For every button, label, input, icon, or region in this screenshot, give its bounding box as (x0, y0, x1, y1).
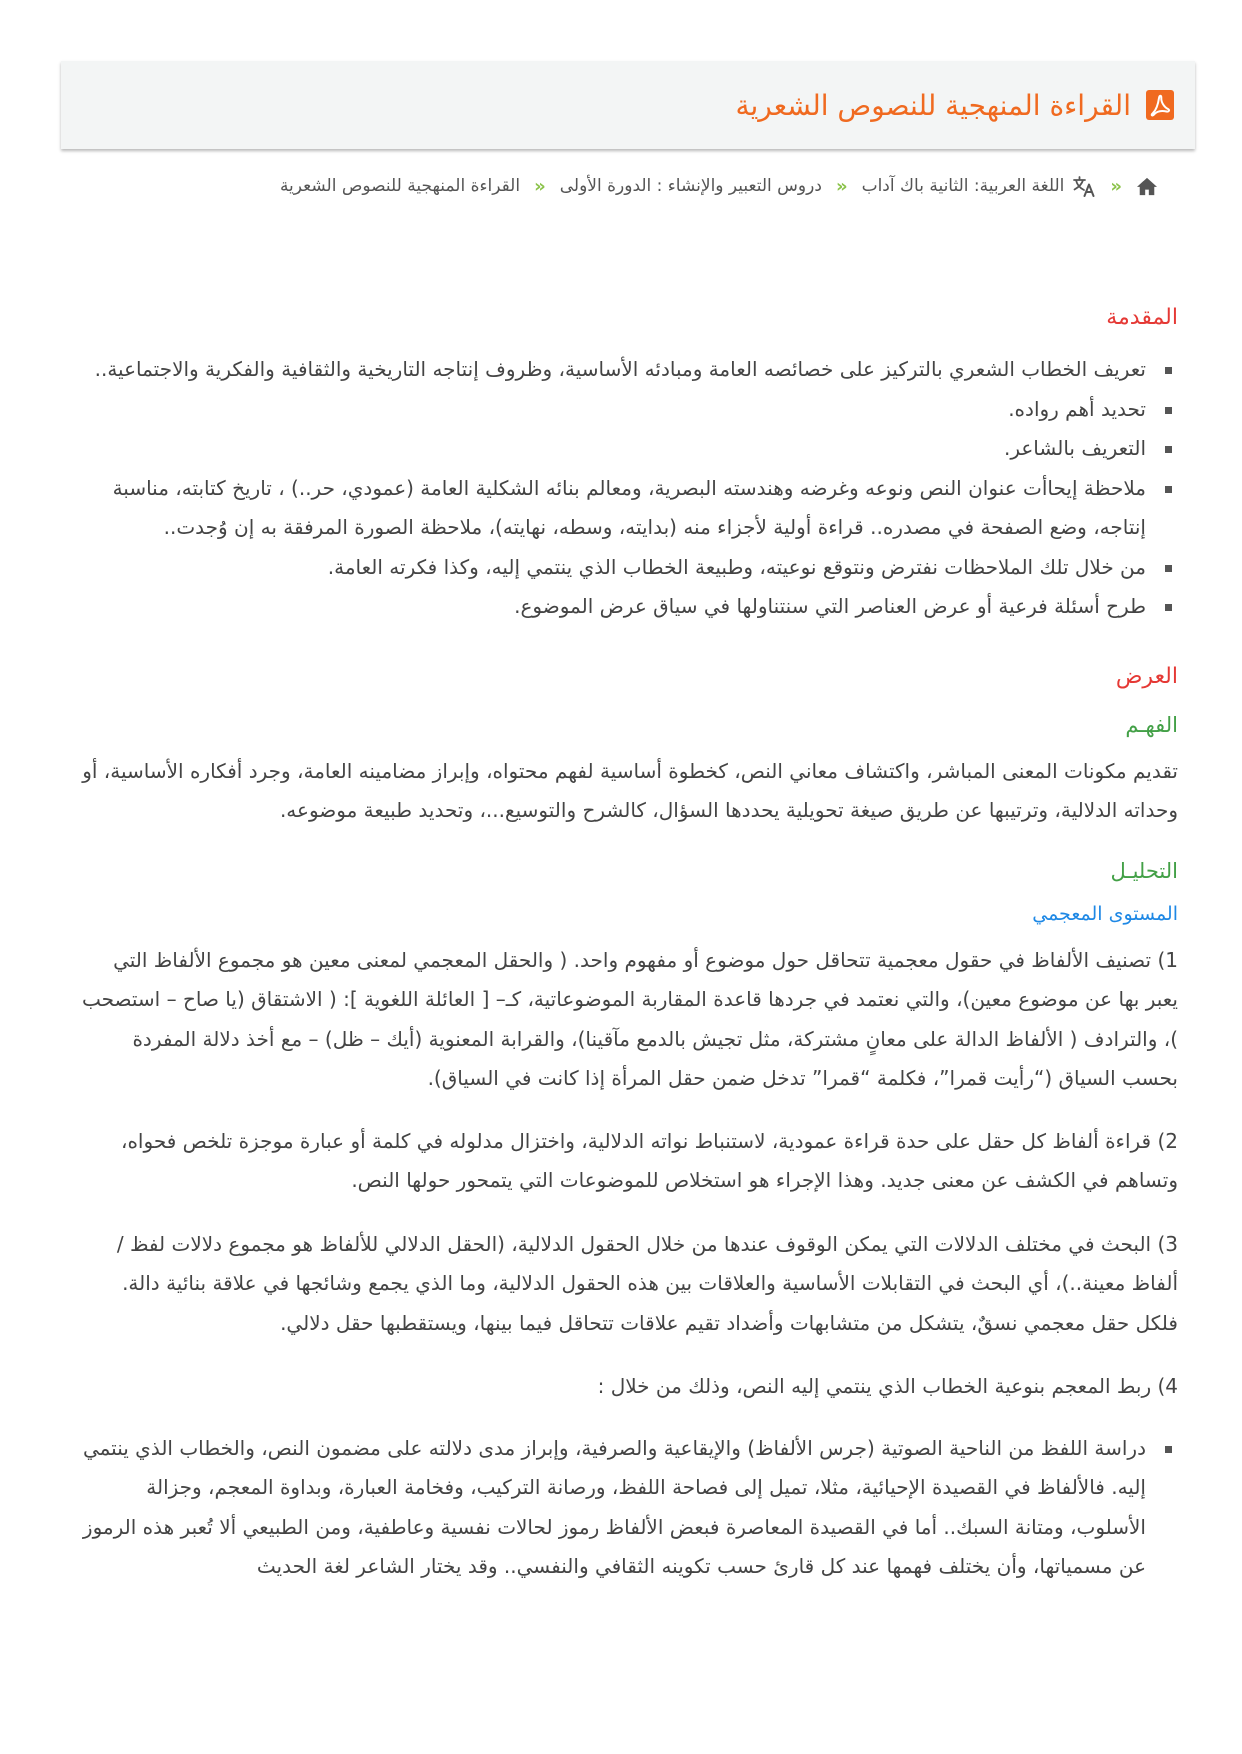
list-item: تعريف الخطاب الشعري بالتركيز على خصائصه العامة ومبادئه الأساسية، وظروف إنتاجه التاريخية والثقافية والفكرية والاجتماعية.. (75, 350, 1146, 390)
breadcrumb-item-lessons[interactable]: دروس التعبير والإنشاء : الدورة الأولى (559, 176, 822, 196)
page-header (61, 61, 1195, 149)
list-item: تحديد أهم رواده. (75, 390, 1146, 430)
translate-icon (1072, 175, 1096, 197)
list-item: دراسة اللفظ من الناحية الصوتية (جرس الألفاظ) والإيقاعية والصرفية، وإبراز مدى دلالته على مضمون النص، والخطاب الذي ينتمي إليه. فالألفاظ في القصيدة الإحيائية، مثلا، تميل إلى فصاحة اللفظ، ورصانة التركيب، وفخامة العبارة، وبداوة المعجم، وجزالة الأسلوب، ومتانة السبك.. أما في القصيدة المعاصرة فبعض الألفاظ رموز لحالات نفسية وعاطفية، ومن الطبيعي ألا تُعبر هذه الرموز عن مسمياتها، وأن يختلف فهمها عند كل قارئ حسب تكوينه الثقافي والنفسي.. وقد يختار الشاعر لغة الحديث (75, 1429, 1146, 1587)
list-item: طرح أسئلة فرعية أو عرض العناصر التي سنتناولها في سياق عرض الموضوع. (75, 587, 1146, 627)
breadcrumb-item-current: القراءة المنهجية للنصوص الشعرية (279, 176, 521, 196)
comprehension-heading: الفهـم (1125, 712, 1178, 737)
page-title: القراءة المنهجية للنصوص الشعرية (735, 88, 1131, 122)
intro-heading: المقدمة (1106, 305, 1178, 330)
list-item: ملاحظة إيحاأت عنوان النص ونوعه وغرضه وهندسته البصرية، ومعالم بنائه الشكلية العامة (عمودي، حر..) ، تاريخ كتابته، مناسبة إنتاجه، وضع الصفحة في مصدره.. قراءة أولية لأجزاء منه (بدايته، وسطه، نهايته)، ملاحظة الصورة المرفقة به إن وُجدت.. (75, 469, 1146, 548)
breadcrumb-separator: » (835, 175, 848, 197)
pdf-icon[interactable] (1145, 89, 1175, 121)
list-item: من خلال تلك الملاحظات نفترض ونتوقع نوعيته، وطبيعة الخطاب الذي ينتمي إليه، وكذا فكرته العامة. (75, 548, 1146, 588)
home-icon[interactable] (1136, 176, 1158, 196)
comprehension-paragraph: تقديم مكونات المعنى المباشر، واكتشاف معاني النص، كخطوة أساسية لفهم محتواه، وإبراز مضامينه العامة، وجرد أفكاره الأساسية، أو وحداته الدلالية، وترتيبها عن طريق صيغة تحويلية يحددها السؤال، كالشرح والتوسيع...، وتحديد طبيعة موضوعه. (82, 758, 1178, 822)
analysis-paragraph-3: 3) البحث في مختلف الدلالات التي يمكن الوقوف عندها من خلال الحقول الدلالية، (الحقل الدلالي للألفاظ هو مجموع دلالات لفظ / ألفاظ معينة..)، أي البحث في التقابلات الأساسية والعلاقات بين هذه الحقول الدلالية، وما الذي يجمع وشائجها في علاقة بنائية دالة. فلكل حقل معجمي نسقٌ، يتشكل من متشابهات وأضداد تقيم علاقات تتحاقل فيما بينها، ويستقطبها حقل دلالي. (116, 1231, 1178, 1335)
lexical-level-heading: المستوى المعجمي (1032, 902, 1178, 925)
analysis-list (75, 1429, 1178, 1587)
article-body (75, 298, 1178, 1587)
presentation-heading: العرض (1115, 663, 1178, 689)
breadcrumb (280, 168, 1158, 204)
analysis-paragraph-2: 2) قراءة ألفاظ كل حقل على حدة قراءة عمودية، لاستنباط نواته الدلالية، واختزال مدلوله في كلمة أو عبارة موجزة تلخص فحواه، وتساهم في الكشف عن معنى جديد. وهذا الإجراء هو استخلاص للموضوعات التي يتمحور حولها النص. (121, 1128, 1178, 1192)
breadcrumb-item-subject[interactable] (862, 175, 1097, 197)
analysis-paragraph-1: 1) تصنيف الألفاظ في حقول معجمية تتحاقل حول موضوع أو مفهوم واحد. ( والحقل المعجمي لمعنى معين هو مجموع الألفاظ التي يعبر بها عن موضوع معين)، والتي نعتمد في جردها قاعدة المقاربة الموضوعاتية، كـ– [ العائلة اللغوية ]: ( الاشتقاق (يا صاح – استصحب )، والترادف ( الألفاظ الدالة على معانٍ مشتركة، مثل تجيش بالدمع مآقينا)، والقرابة المعنوية (أيك – ظل) – مع أخذ دلالة المفردة بحسب السياق (“رأيت قمرا”، فكلمة “قمرا” تدخل ضمن حقل المرأة إذا كانت في السياق). (81, 947, 1178, 1090)
intro-list (75, 350, 1178, 627)
list-item: التعريف بالشاعر. (75, 429, 1146, 469)
breadcrumb-separator: » (534, 175, 546, 197)
analysis-paragraph-4: 4) ربط المعجم بنوعية الخطاب الذي ينتمي إليه النص، وذلك من خلال : (597, 1374, 1178, 1398)
breadcrumb-separator: » (1110, 175, 1122, 197)
analysis-heading: التحليـل (1110, 858, 1178, 883)
breadcrumb-item-label: اللغة العربية: الثانية باك آداب (861, 176, 1065, 196)
